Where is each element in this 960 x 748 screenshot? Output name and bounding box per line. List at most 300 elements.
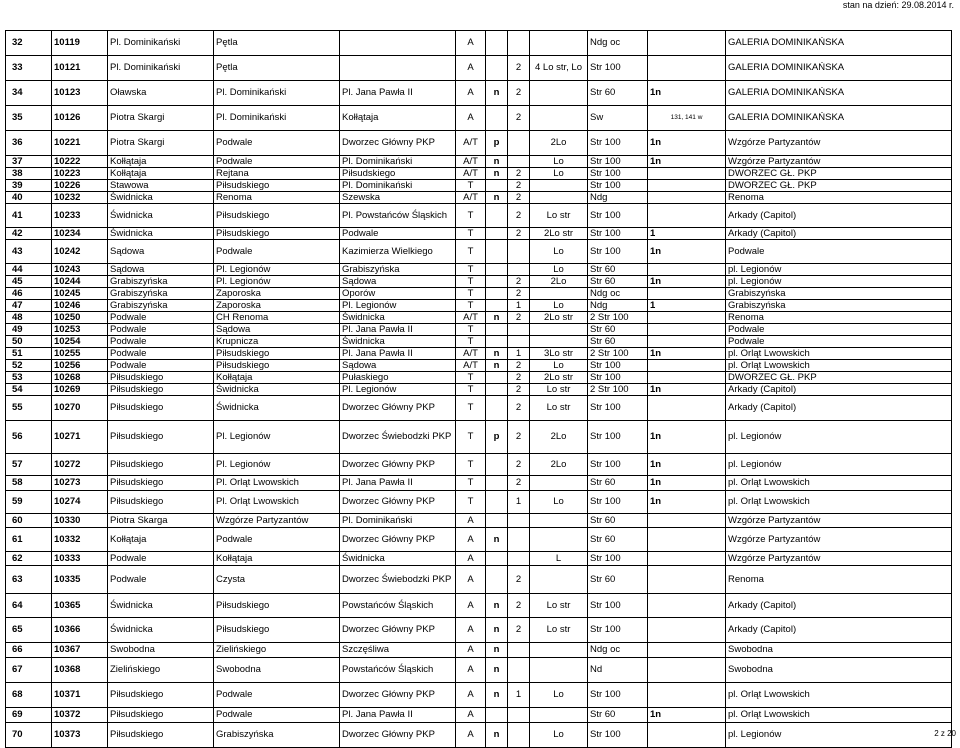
cell-width: 1 (508, 491, 530, 514)
cell-stop-number: 39 (6, 180, 52, 192)
cell-vehicle-type: A (456, 528, 486, 552)
cell-destination: pl. Orląt Lwowskich (726, 708, 952, 723)
cell-street: Oławska (108, 81, 214, 106)
cell-direction: Piłsudskiego (340, 168, 456, 180)
cell-stop-code: 10123 (52, 81, 108, 106)
cell-info-flag (648, 594, 726, 618)
cell-width (508, 336, 530, 348)
cell-stop-number: 70 (6, 723, 52, 748)
cell-street: Piłsudskiego (108, 421, 214, 454)
cell-shelter: 2Lo (530, 276, 588, 288)
cell-shelter (530, 31, 588, 56)
cell-direction: Oporów (340, 288, 456, 300)
cell-shelter (530, 528, 588, 552)
cell-shelter (530, 336, 588, 348)
cell-stop-code: 10272 (52, 454, 108, 476)
cell-destination: Arkady (Capitol) (726, 228, 952, 240)
cell-stop-code: 10126 (52, 106, 108, 131)
cell-info-flag: 1n (648, 131, 726, 156)
table-row (6, 31, 952, 56)
cell-stop-code: 10270 (52, 396, 108, 421)
cell-direction: Dworzec Główny PKP (340, 396, 456, 421)
cell-vehicle-type: T (456, 264, 486, 276)
cell-night-flag: n (486, 658, 508, 683)
cell-cross-street: Pl. Dominikański (214, 81, 340, 106)
cell-vehicle-type: A (456, 56, 486, 81)
table-row (6, 372, 952, 384)
cell-shelter: Lo (530, 683, 588, 708)
cell-info-flag (648, 723, 726, 748)
cell-cross-street: Podwale (214, 708, 340, 723)
cell-stop-number: 41 (6, 204, 52, 228)
cell-street: Kołłątaja (108, 528, 214, 552)
cell-info-flag: 1n (648, 491, 726, 514)
cell-shelter: 2Lo str (530, 312, 588, 324)
cell-destination: pl. Orląt Lwowskich (726, 683, 952, 708)
cell-street: Świdnicka (108, 618, 214, 643)
cell-width (508, 723, 530, 748)
cell-night-flag: p (486, 421, 508, 454)
cell-info-flag: 1n (648, 476, 726, 491)
cell-street: Piotra Skargi (108, 106, 214, 131)
cell-street: Podwale (108, 312, 214, 324)
cell-info-flag (648, 618, 726, 643)
cell-info-flag (648, 643, 726, 658)
cell-info-flag (648, 204, 726, 228)
cell-cross-street: Pl. Legionów (214, 276, 340, 288)
cell-cross-street: Piłsudskiego (214, 360, 340, 372)
cell-direction: Powstańców Śląskich (340, 594, 456, 618)
cell-night-flag (486, 31, 508, 56)
cell-street: Podwale (108, 336, 214, 348)
cell-roof: Ndg oc (588, 643, 648, 658)
cell-vehicle-type: A (456, 31, 486, 56)
cell-width (508, 514, 530, 528)
cell-info-flag: 131, 141 w (648, 106, 726, 131)
cell-width: 2 (508, 106, 530, 131)
cell-stop-code: 10234 (52, 228, 108, 240)
cell-destination: GALERIA DOMINIKAŃSKA (726, 106, 952, 131)
cell-stop-number: 54 (6, 384, 52, 396)
cell-info-flag (648, 552, 726, 566)
cell-direction: Pl. Jana Pawła II (340, 476, 456, 491)
cell-cross-street: Piłsudskiego (214, 204, 340, 228)
cell-direction: Dworzec Główny PKP (340, 491, 456, 514)
cell-width: 2 (508, 192, 530, 204)
cell-destination: GALERIA DOMINIKAŃSKA (726, 56, 952, 81)
cell-destination: pl. Legionów (726, 723, 952, 748)
cell-shelter: Lo str (530, 594, 588, 618)
table-row (6, 276, 952, 288)
cell-direction: Pl. Jana Pawła II (340, 324, 456, 336)
cell-street: Kołłątaja (108, 156, 214, 168)
cell-stop-number: 33 (6, 56, 52, 81)
cell-shelter: Lo (530, 156, 588, 168)
cell-shelter (530, 476, 588, 491)
cell-street: Grabiszyńska (108, 300, 214, 312)
date-stamp: stan na dzień: 29.08.2014 r. (842, 0, 954, 10)
cell-night-flag (486, 276, 508, 288)
cell-shelter (530, 658, 588, 683)
cell-stop-code: 10253 (52, 324, 108, 336)
cell-vehicle-type: A (456, 658, 486, 683)
cell-destination: Wzgórze Partyzantów (726, 131, 952, 156)
cell-cross-street: Podwale (214, 528, 340, 552)
cell-direction: Szewska (340, 192, 456, 204)
cell-night-flag (486, 491, 508, 514)
cell-street: Kołłątaja (108, 168, 214, 180)
cell-destination: Grabiszyńska (726, 288, 952, 300)
cell-shelter: L (530, 552, 588, 566)
stops-table (5, 30, 952, 748)
cell-roof: Ndg (588, 300, 648, 312)
cell-night-flag (486, 300, 508, 312)
cell-street: Zielińskiego (108, 658, 214, 683)
cell-stop-number: 32 (6, 31, 52, 56)
cell-cross-street: Wzgórze Partyzantów (214, 514, 340, 528)
cell-stop-number: 34 (6, 81, 52, 106)
cell-stop-code: 10332 (52, 528, 108, 552)
cell-info-flag (648, 192, 726, 204)
cell-shelter: 4 Lo str, Lo (530, 56, 588, 81)
cell-night-flag (486, 566, 508, 594)
cell-shelter (530, 643, 588, 658)
cell-shelter (530, 81, 588, 106)
cell-destination: Arkady (Capitol) (726, 594, 952, 618)
cell-roof: Ndg oc (588, 288, 648, 300)
cell-night-flag: n (486, 168, 508, 180)
cell-stop-number: 56 (6, 421, 52, 454)
cell-destination: DWORZEC GŁ. PKP (726, 180, 952, 192)
cell-direction: Kołłątaja (340, 106, 456, 131)
cell-width (508, 643, 530, 658)
cell-info-flag (648, 372, 726, 384)
cell-direction: Szczęśliwa (340, 643, 456, 658)
cell-roof: Sw (588, 106, 648, 131)
cell-roof: Str 100 (588, 594, 648, 618)
cell-cross-street: Pl. Dominikański (214, 106, 340, 131)
cell-vehicle-type: T (456, 324, 486, 336)
cell-cross-street: Swobodna (214, 658, 340, 683)
cell-roof: Str 60 (588, 336, 648, 348)
cell-night-flag: p (486, 131, 508, 156)
cell-destination: pl. Orląt Lwowskich (726, 360, 952, 372)
cell-destination: Grabiszyńska (726, 300, 952, 312)
cell-roof: Ndg oc (588, 31, 648, 56)
cell-street: Piłsudskiego (108, 454, 214, 476)
cell-night-flag: n (486, 360, 508, 372)
cell-roof: Str 100 (588, 372, 648, 384)
cell-destination: Swobodna (726, 643, 952, 658)
table-row (6, 618, 952, 643)
cell-info-flag (648, 288, 726, 300)
cell-roof: Str 100 (588, 180, 648, 192)
cell-cross-street: Pl. Orląt Lwowskich (214, 491, 340, 514)
cell-direction: Powstańców Śląskich (340, 658, 456, 683)
cell-stop-number: 42 (6, 228, 52, 240)
cell-direction: Świdnicka (340, 336, 456, 348)
cell-width (508, 240, 530, 264)
cell-destination: GALERIA DOMINIKAŃSKA (726, 31, 952, 56)
cell-direction: Dworzec Świebodzki PKP (340, 421, 456, 454)
table-row (6, 454, 952, 476)
cell-direction: Pl. Jana Pawła II (340, 81, 456, 106)
cell-destination: Renoma (726, 312, 952, 324)
cell-street: Piłsudskiego (108, 708, 214, 723)
cell-info-flag: 1n (648, 454, 726, 476)
cell-stop-number: 38 (6, 168, 52, 180)
cell-roof: Str 100 (588, 454, 648, 476)
cell-width (508, 528, 530, 552)
cell-shelter: 2Lo str (530, 228, 588, 240)
cell-shelter (530, 180, 588, 192)
cell-street: Sądowa (108, 240, 214, 264)
cell-destination: Renoma (726, 566, 952, 594)
cell-stop-code: 10221 (52, 131, 108, 156)
cell-info-flag: 1n (648, 708, 726, 723)
cell-shelter (530, 288, 588, 300)
cell-stop-code: 10121 (52, 56, 108, 81)
cell-direction: Pl. Jana Pawła II (340, 708, 456, 723)
cell-stop-code: 10274 (52, 491, 108, 514)
cell-direction: Pułaskiego (340, 372, 456, 384)
cell-stop-code: 10250 (52, 312, 108, 324)
cell-stop-number: 67 (6, 658, 52, 683)
cell-destination: Renoma (726, 192, 952, 204)
cell-stop-code: 10269 (52, 384, 108, 396)
cell-destination: pl. Legionów (726, 264, 952, 276)
cell-direction: Sądowa (340, 360, 456, 372)
cell-width: 2 (508, 618, 530, 643)
cell-stop-number: 66 (6, 643, 52, 658)
cell-info-flag (648, 56, 726, 81)
cell-vehicle-type: T (456, 336, 486, 348)
cell-roof: Str 100 (588, 552, 648, 566)
cell-destination: Podwale (726, 324, 952, 336)
cell-info-flag: 1n (648, 384, 726, 396)
cell-street: Stawowa (108, 180, 214, 192)
table-row (6, 708, 952, 723)
cell-shelter: Lo str (530, 618, 588, 643)
cell-street: Świdnicka (108, 228, 214, 240)
cell-stop-number: 61 (6, 528, 52, 552)
cell-shelter: 2Lo str (530, 372, 588, 384)
cell-width: 2 (508, 180, 530, 192)
cell-info-flag: 1 (648, 228, 726, 240)
cell-vehicle-type: T (456, 300, 486, 312)
cell-vehicle-type: A/T (456, 192, 486, 204)
cell-cross-street: Świdnicka (214, 396, 340, 421)
cell-stop-number: 46 (6, 288, 52, 300)
cell-shelter: 2Lo (530, 454, 588, 476)
cell-night-flag (486, 514, 508, 528)
cell-night-flag: n (486, 643, 508, 658)
cell-info-flag (648, 180, 726, 192)
table-row (6, 723, 952, 748)
cell-cross-street: Pl. Orląt Lwowskich (214, 476, 340, 491)
cell-roof: Str 100 (588, 491, 648, 514)
cell-night-flag (486, 476, 508, 491)
cell-shelter: 2Lo (530, 131, 588, 156)
cell-stop-number: 36 (6, 131, 52, 156)
cell-stop-number: 51 (6, 348, 52, 360)
page-number: 2 z 20 (934, 729, 956, 738)
cell-vehicle-type: T (456, 204, 486, 228)
cell-shelter: Lo (530, 491, 588, 514)
cell-vehicle-type: T (456, 396, 486, 421)
cell-stop-code: 10372 (52, 708, 108, 723)
cell-night-flag: n (486, 528, 508, 552)
cell-direction: Kazimierza Wielkiego (340, 240, 456, 264)
cell-stop-number: 52 (6, 360, 52, 372)
cell-roof: Str 100 (588, 396, 648, 421)
cell-destination: Arkady (Capitol) (726, 384, 952, 396)
cell-roof: Str 60 (588, 708, 648, 723)
cell-cross-street: Piłsudskiego (214, 348, 340, 360)
cell-stop-code: 10233 (52, 204, 108, 228)
cell-info-flag (648, 396, 726, 421)
cell-info-flag (648, 31, 726, 56)
cell-night-flag: n (486, 312, 508, 324)
table-row (6, 156, 952, 168)
cell-cross-street: Świdnicka (214, 384, 340, 396)
cell-shelter: Lo (530, 723, 588, 748)
cell-width: 2 (508, 384, 530, 396)
cell-roof: Str 60 (588, 324, 648, 336)
table-row (6, 81, 952, 106)
cell-destination: Wzgórze Partyzantów (726, 156, 952, 168)
cell-stop-code: 10373 (52, 723, 108, 748)
cell-night-flag (486, 180, 508, 192)
cell-shelter: Lo (530, 300, 588, 312)
cell-direction: Pl. Jana Pawła II (340, 348, 456, 360)
cell-roof: Str 100 (588, 421, 648, 454)
cell-night-flag (486, 552, 508, 566)
cell-cross-street: Piłsudskiego (214, 594, 340, 618)
cell-width: 1 (508, 348, 530, 360)
cell-vehicle-type: A (456, 618, 486, 643)
cell-night-flag (486, 264, 508, 276)
cell-roof: Str 100 (588, 683, 648, 708)
cell-night-flag (486, 454, 508, 476)
cell-stop-number: 59 (6, 491, 52, 514)
cell-width (508, 31, 530, 56)
cell-info-flag: 1n (648, 348, 726, 360)
cell-street: Piłsudskiego (108, 723, 214, 748)
cell-vehicle-type: A/T (456, 312, 486, 324)
cell-width: 2 (508, 594, 530, 618)
cell-night-flag: n (486, 348, 508, 360)
cell-street: Pl. Dominikański (108, 31, 214, 56)
cell-stop-number: 50 (6, 336, 52, 348)
cell-direction: Podwale (340, 228, 456, 240)
cell-width (508, 324, 530, 336)
cell-stop-code: 10333 (52, 552, 108, 566)
cell-stop-number: 65 (6, 618, 52, 643)
cell-street: Piłsudskiego (108, 476, 214, 491)
cell-vehicle-type: A (456, 683, 486, 708)
cell-width: 2 (508, 168, 530, 180)
cell-roof: Str 100 (588, 204, 648, 228)
cell-width: 2 (508, 421, 530, 454)
cell-info-flag: 1n (648, 240, 726, 264)
cell-direction: Pl. Legionów (340, 300, 456, 312)
cell-night-flag (486, 384, 508, 396)
cell-stop-code: 10223 (52, 168, 108, 180)
cell-width: 1 (508, 300, 530, 312)
cell-width: 2 (508, 476, 530, 491)
cell-roof: Str 60 (588, 81, 648, 106)
cell-roof: 2 Str 100 (588, 312, 648, 324)
cell-destination: Wzgórze Partyzantów (726, 528, 952, 552)
cell-cross-street: Zielińskiego (214, 643, 340, 658)
cell-vehicle-type: A/T (456, 348, 486, 360)
cell-direction: Grabiszyńska (340, 264, 456, 276)
cell-stop-code: 10245 (52, 288, 108, 300)
cell-stop-number: 63 (6, 566, 52, 594)
cell-stop-number: 45 (6, 276, 52, 288)
cell-info-flag (648, 528, 726, 552)
cell-direction (340, 56, 456, 81)
table-row (6, 421, 952, 454)
cell-roof: Str 60 (588, 276, 648, 288)
cell-stop-number: 47 (6, 300, 52, 312)
table-row (6, 552, 952, 566)
cell-stop-number: 64 (6, 594, 52, 618)
cell-destination: Arkady (Capitol) (726, 396, 952, 421)
cell-night-flag (486, 708, 508, 723)
cell-vehicle-type: A/T (456, 168, 486, 180)
cell-stop-code: 10368 (52, 658, 108, 683)
cell-stop-number: 55 (6, 396, 52, 421)
cell-roof: Str 100 (588, 56, 648, 81)
cell-stop-number: 53 (6, 372, 52, 384)
cell-stop-code: 10255 (52, 348, 108, 360)
cell-night-flag (486, 240, 508, 264)
cell-stop-number: 68 (6, 683, 52, 708)
cell-cross-street: Piłsudskiego (214, 180, 340, 192)
cell-night-flag: n (486, 594, 508, 618)
cell-info-flag (648, 514, 726, 528)
cell-cross-street: Krupnicza (214, 336, 340, 348)
cell-vehicle-type: T (456, 384, 486, 396)
cell-street: Piotra Skarga (108, 514, 214, 528)
cell-destination: Wzgórze Partyzantów (726, 552, 952, 566)
cell-cross-street: Zaporoska (214, 300, 340, 312)
cell-night-flag (486, 372, 508, 384)
cell-width: 2 (508, 228, 530, 240)
cell-vehicle-type: A (456, 106, 486, 131)
cell-shelter: Lo str (530, 384, 588, 396)
cell-cross-street: Sądowa (214, 324, 340, 336)
cell-night-flag: n (486, 618, 508, 643)
cell-stop-number: 40 (6, 192, 52, 204)
cell-destination: GALERIA DOMINIKAŃSKA (726, 81, 952, 106)
cell-direction: Dworzec Główny PKP (340, 723, 456, 748)
cell-street: Świdnicka (108, 594, 214, 618)
cell-night-flag (486, 56, 508, 81)
cell-stop-code: 10367 (52, 643, 108, 658)
cell-width (508, 658, 530, 683)
cell-vehicle-type: A (456, 723, 486, 748)
cell-stop-code: 10119 (52, 31, 108, 56)
cell-info-flag (648, 324, 726, 336)
cell-street: Grabiszyńska (108, 288, 214, 300)
table-row (6, 348, 952, 360)
cell-width: 2 (508, 372, 530, 384)
cell-cross-street: Pętla (214, 31, 340, 56)
cell-cross-street: Czysta (214, 566, 340, 594)
